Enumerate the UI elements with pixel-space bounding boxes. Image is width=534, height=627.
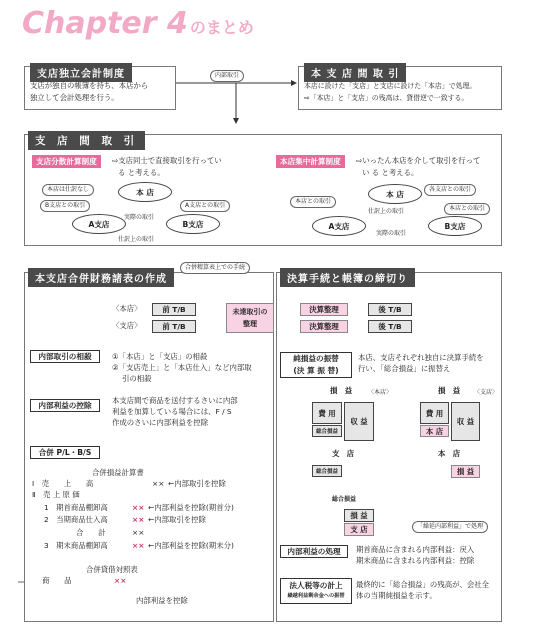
decentral-pill-a: B支店との取引 bbox=[40, 200, 90, 212]
bs-title: 合併貸借対照表 bbox=[86, 565, 138, 574]
adjust-hq: 決算整理 bbox=[300, 303, 348, 316]
step-internal-trade: 内部取引の相殺 bbox=[30, 350, 100, 363]
central-label: 本店集中計算制度 bbox=[276, 155, 345, 168]
combined-fs-header: 本支店合併財務諸表の作成 bbox=[28, 268, 174, 287]
combined-fs-tag: 合併精算表上での手続 bbox=[180, 262, 250, 274]
pl-row3: 1 期首商品棚卸高 bbox=[44, 503, 108, 512]
pl-br-account-title: 損 益 bbox=[438, 386, 461, 395]
intercompany-trade-line1: 本店に設けた「支店」と支店に設けた「本店」で処理。 bbox=[304, 82, 477, 90]
pl-br-revenue: 収 益 bbox=[451, 402, 480, 441]
internal-trade-label: 内部取引 bbox=[210, 70, 244, 82]
adjust-branch: 決算整理 bbox=[300, 320, 348, 333]
step-net-income-transfer bbox=[280, 352, 352, 378]
profit-desc1: 期首商品に含まれる内部利益：戻入 bbox=[356, 545, 475, 554]
central-desc1: ⇨いったん本店を介して取引を行って bbox=[356, 156, 481, 165]
pl-row4-note: ←内部取引を控除 bbox=[148, 515, 206, 524]
row-hq-label: 〈本店〉 bbox=[112, 304, 142, 313]
total-pl-branch: 支 店 bbox=[344, 523, 374, 536]
transfer-desc1: 本店、支店それぞれ独自に決算手続を bbox=[358, 353, 484, 362]
decentral-desc1: ⇨支店同士で直接取引を行ってい bbox=[112, 156, 222, 165]
tax-line1: 法人税等の計上 bbox=[289, 581, 343, 590]
transfer-line1: 純損益の振替 bbox=[293, 354, 339, 363]
pl-hq-caption: 〈本店〉 bbox=[368, 389, 393, 396]
deferred-profit-tag: 「繰延内部利益」で処理 bbox=[412, 521, 488, 533]
independent-accounting-header: 支店独立会計制度 bbox=[30, 63, 132, 82]
step2-line3: 作成のさいに内部利益を控除 bbox=[112, 418, 209, 427]
step2-line2: 利益を加算している場合には、F / S bbox=[112, 407, 232, 416]
pl-row6: 3 期末商品棚卸高 bbox=[44, 541, 108, 550]
central-book-label: 仕訳上の取引 bbox=[368, 208, 405, 215]
branch-account-total: 総合損益 bbox=[312, 465, 342, 477]
step-tax-posting bbox=[280, 578, 352, 604]
pl-hq-cost: 費 用 bbox=[312, 402, 342, 424]
decentral-hq-node: 本 店 bbox=[118, 182, 172, 202]
central-pill-a: 本店との取引 bbox=[290, 196, 336, 208]
pl-row6-note: ←内部利益を控除(期末分) bbox=[148, 541, 234, 550]
unsettled-trade-box: 未達取引の整理 bbox=[226, 303, 274, 333]
decentral-real-label: 実際の取引 bbox=[124, 214, 155, 221]
tax-desc1: 最終的に「総合損益」の残高が、会社全 bbox=[356, 580, 490, 589]
step-internal-profit: 内部利益の控除 bbox=[30, 399, 100, 412]
pl-row2: Ⅱ 売 上 原 価 bbox=[32, 490, 80, 499]
decentral-note-hq: 本店は仕訳なし bbox=[42, 184, 94, 196]
central-pill-hq: 各支店との取引 bbox=[424, 184, 476, 196]
pl-row1: Ⅰ 売 上 高 bbox=[32, 479, 94, 488]
pl-br-caption: 〈支店〉 bbox=[474, 389, 499, 396]
bs-row1: 商 品 bbox=[42, 576, 72, 585]
decentral-a-node: A支店 bbox=[72, 214, 126, 234]
pl-row5: 合 計 bbox=[76, 528, 106, 537]
pl-row3-xx: ×× bbox=[132, 503, 145, 512]
decentral-desc2: る と考える。 bbox=[118, 168, 165, 177]
post-tb-branch: 後 T/B bbox=[368, 320, 412, 333]
hq-account-pl: 損 益 bbox=[451, 465, 480, 478]
pl-row1-xx: ×× bbox=[152, 479, 165, 488]
pl-hq-revenue: 収 益 bbox=[344, 402, 374, 441]
pl-hq-total: 総合損益 bbox=[312, 425, 342, 437]
pre-tb-branch: 前 T/B bbox=[152, 320, 196, 333]
independent-accounting-line2: 独立して会計処理を行う。 bbox=[30, 93, 119, 102]
step2-line1: 本支店間で商品を送付するさいに内部 bbox=[112, 396, 238, 405]
step-profit-processing: 内部利益の処理 bbox=[280, 545, 348, 558]
chapter-title-suffix: のまとめ bbox=[189, 18, 254, 37]
decentral-pill-b: A支店との取引 bbox=[180, 200, 230, 212]
hq-account-title: 本 店 bbox=[438, 449, 461, 458]
tax-line2: 繰越利益剰余金への振替 bbox=[287, 593, 345, 599]
branch-trade-header: 支 店 間 取 引 bbox=[28, 131, 145, 150]
pl-row1-note: ←内部取引を控除 bbox=[168, 479, 226, 488]
central-pill-b: 本店との取引 bbox=[444, 203, 490, 215]
pl-row6-xx: ×× bbox=[132, 541, 145, 550]
independent-accounting-line1: 支店が独自の帳簿を持ち、本店から bbox=[30, 81, 149, 90]
intercompany-trade-header: 本 支 店 間 取 引 bbox=[304, 63, 406, 82]
central-b-node: B支店 bbox=[428, 216, 482, 236]
bs-row1-xx: ×× bbox=[114, 576, 127, 585]
pl-br-cost: 費 用 bbox=[420, 402, 449, 424]
central-real-label: 実際の取引 bbox=[376, 230, 407, 237]
branch-account-title: 支 店 bbox=[332, 449, 355, 458]
central-hq-node: 本 店 bbox=[368, 184, 422, 204]
decentral-b-node: B支店 bbox=[166, 214, 220, 234]
decentral-book-label: 仕訳上の取引 bbox=[118, 236, 155, 243]
step1-line3: 引の相殺 bbox=[122, 374, 152, 383]
total-pl-title: 総合損益 bbox=[332, 496, 357, 503]
pl-br-hq: 本 店 bbox=[420, 425, 449, 437]
transfer-desc2: 行い、「総合損益」に振替え bbox=[358, 364, 451, 373]
pl-title: 合併損益計算書 bbox=[92, 468, 144, 477]
pl-row4-xx: ×× bbox=[132, 515, 145, 524]
decentral-label: 支店分散計算制度 bbox=[32, 155, 101, 168]
total-pl-pl: 損 益 bbox=[344, 509, 374, 522]
pl-row5-xx: ×× bbox=[132, 528, 145, 537]
row-branch-label: 〈支店〉 bbox=[112, 321, 142, 330]
step1-line1: ①「本店」と「支店」の相殺 bbox=[112, 352, 208, 361]
closing-header: 決算手続と帳簿の締切り bbox=[280, 268, 415, 287]
pl-hq-account-title: 損 益 bbox=[330, 386, 353, 395]
pl-row4: 2 当期商品仕入高 bbox=[44, 515, 108, 524]
chapter-title-main: Chapter 4 bbox=[22, 6, 188, 41]
tax-desc2: 体の当期純損益を示す。 bbox=[356, 591, 437, 600]
central-desc2: い る と考える。 bbox=[362, 168, 419, 177]
step-combined-pl-bs: 合併 P/L・B/S bbox=[30, 446, 100, 459]
profit-desc2: 期末商品に含まれる内部利益：控除 bbox=[356, 556, 475, 565]
central-a-node: A支店 bbox=[312, 216, 366, 236]
pre-tb-hq: 前 T/B bbox=[152, 303, 196, 316]
intercompany-trade-line2: ⇨「本店」と「支店」の残高は、貸借逆で一致する。 bbox=[304, 94, 469, 102]
post-tb-hq: 後 T/B bbox=[368, 303, 412, 316]
pl-row3-note: ←内部利益を控除(期首分) bbox=[148, 503, 234, 512]
step1-line2: ②「支店売上」と「本店仕入」など内部取 bbox=[112, 363, 252, 372]
transfer-line2: (決 算 振 替) bbox=[293, 366, 339, 375]
bs-row1-note: 内部利益を控除 bbox=[136, 596, 188, 605]
